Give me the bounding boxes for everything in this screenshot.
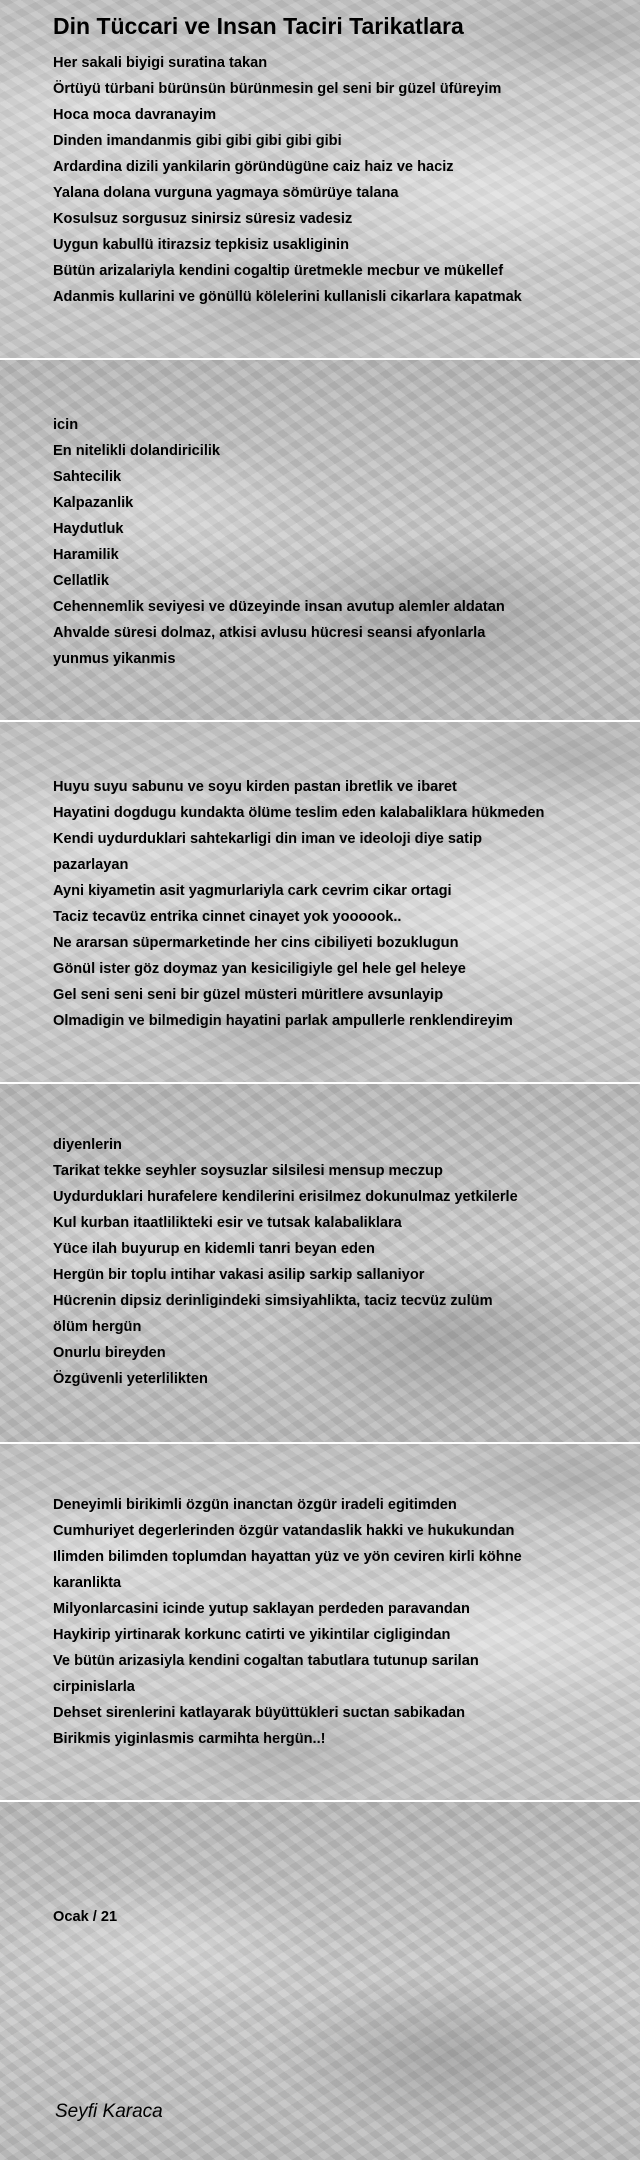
stanza-panel-1 xyxy=(0,0,640,358)
poem-line: Yalana dolana vurguna yagmaya sömürüye talana xyxy=(53,185,399,201)
stanza-2 xyxy=(53,412,505,672)
poem-line: Cumhuriyet degerlerinden özgür vatandaslik hakki ve hukukundan xyxy=(53,1523,515,1539)
poem-line: Tarikat tekke seyhler soysuzlar silsilesi mensup meczup xyxy=(53,1163,443,1179)
poem-line: Hücrenin dipsiz derinligindeki simsiyahlikta, taciz tecvüz zulüm xyxy=(53,1293,493,1309)
poem-line: karanlikta xyxy=(53,1575,122,1591)
poem-line: Dinden imandanmis gibi gibi gibi gibi gibi xyxy=(53,133,342,149)
poem-line: Huyu suyu sabunu ve soyu kirden pastan ibretlik ve ibaret xyxy=(53,779,457,795)
poem-line: Cehennemlik seviyesi ve düzeyinde insan avutup alemler aldatan xyxy=(53,599,505,615)
poem-line: Uygun kabullü itirazsiz tepkisiz usakliginin xyxy=(53,237,349,253)
poem-line: ölüm hergün xyxy=(53,1319,142,1335)
poem-line: Her sakali biyigi suratina takan xyxy=(53,55,268,71)
poem-line: Onurlu bireyden xyxy=(53,1345,166,1361)
poem-line: Kendi uydurduklari sahtekarligi din iman ve ideoloji diye satip xyxy=(53,831,482,847)
stanza-1 xyxy=(53,50,522,310)
poem-line: Hayatini dogdugu kundakta ölüme teslim eden kalabaliklara hükmeden xyxy=(53,805,545,821)
poem-line: Ve bütün arizasiyla kendini cogaltan tabutlara tutunup sarilan xyxy=(53,1653,479,1669)
poem-line: Ardardina dizili yankilarin göründügüne caiz haiz ve haciz xyxy=(53,159,454,175)
footer-panel xyxy=(0,1800,640,2160)
author-name: Seyfi Karaca xyxy=(55,2101,163,2122)
stanza-5 xyxy=(53,1492,522,1752)
stanza-4 xyxy=(53,1132,518,1392)
poem-line: Kalpazanlik xyxy=(53,495,134,511)
poem-line: Özgüvenli yeterlilikten xyxy=(53,1371,208,1387)
poem-line: Örtüyü türbani bürünsün bürünmesin gel seni bir güzel üfüreyim xyxy=(53,81,502,97)
poem-line: cirpinislarla xyxy=(53,1679,135,1695)
poem-line: Taciz tecavüz entrika cinnet cinayet yok yoooook.. xyxy=(53,909,402,925)
poem-line: Olmadigin ve bilmedigin hayatini parlak ampullerle renklendireyim xyxy=(53,1013,513,1029)
poem-line: Hergün bir toplu intihar vakasi asilip sarkip sallaniyor xyxy=(53,1267,425,1283)
stanza-panel-2 xyxy=(0,358,640,722)
poem-line: Ahvalde süresi dolmaz, atkisi avlusu hücresi seansi afyonlarla xyxy=(53,625,486,641)
poem-line: icin xyxy=(53,417,79,433)
poem-line: Milyonlarcasini icinde yutup saklayan perdeden paravandan xyxy=(53,1601,470,1617)
poem-line: Hoca moca davranayim xyxy=(53,107,217,123)
poem-line: Sahtecilik xyxy=(53,469,122,485)
poem-line: Adanmis kullarini ve gönüllü kölelerini kullanisli cikarlara kapatmak xyxy=(53,289,522,305)
poem-line: Yüce ilah buyurup en kidemli tanri beyan eden xyxy=(53,1241,375,1257)
poem-line: pazarlayan xyxy=(53,857,129,873)
poem-line: Gel seni seni seni bir güzel müsteri müritlere avsunlayip xyxy=(53,987,444,1003)
stanza-3 xyxy=(53,774,544,1034)
poem-line: Ilimden bilimden toplumdan hayattan yüz ve yön ceviren kirli köhne xyxy=(53,1549,522,1565)
stanza-panel-5 xyxy=(0,1442,640,1802)
poem-line: En nitelikli dolandiricilik xyxy=(53,443,221,459)
poem-line: Ayni kiyametin asit yagmurlariyla cark cevrim cikar ortagi xyxy=(53,883,452,899)
poem-line: Uydurduklari hurafelere kendilerini erisilmez dokunulmaz yetkilerle xyxy=(53,1189,518,1205)
poem-line: Deneyimli birikimli özgün inanctan özgür iradeli egitimden xyxy=(53,1497,457,1513)
poem-line: Kul kurban itaatlilikteki esir ve tutsak kalabaliklara xyxy=(53,1215,402,1231)
poem-line: diyenlerin xyxy=(53,1137,122,1153)
poem-line: Haydutluk xyxy=(53,521,124,537)
poem-title: Din Tüccari ve Insan Taciri Tarikatlara xyxy=(53,13,464,39)
poem-line: Gönül ister göz doymaz yan kesiciligiyle gel hele gel heleye xyxy=(53,961,466,977)
poem-line: Cellatlik xyxy=(53,573,109,589)
stanza-panel-3 xyxy=(0,720,640,1084)
stanza-panel-4 xyxy=(0,1082,640,1444)
poem-line: Birikmis yiginlasmis carmihta hergün..! xyxy=(53,1731,326,1747)
poem-line: Haramilik xyxy=(53,547,119,563)
poem-date: Ocak / 21 xyxy=(53,1909,118,1925)
poem-line: Bütün arizalariyla kendini cogaltip üretmekle mecbur ve mükellef xyxy=(53,263,504,279)
poem-line: Haykirip yirtinarak korkunc catirti ve yikintilar cigligindan xyxy=(53,1627,451,1643)
poem-line: Kosulsuz sorgusuz sinirsiz süresiz vadesiz xyxy=(53,211,353,227)
poem-line: Dehset sirenlerini katlayarak büyüttükleri suctan sabikadan xyxy=(53,1705,466,1721)
poem-line: Ne ararsan süpermarketinde her cins cibiliyeti bozuklugun xyxy=(53,935,459,951)
poem-line: yunmus yikanmis xyxy=(53,651,176,667)
